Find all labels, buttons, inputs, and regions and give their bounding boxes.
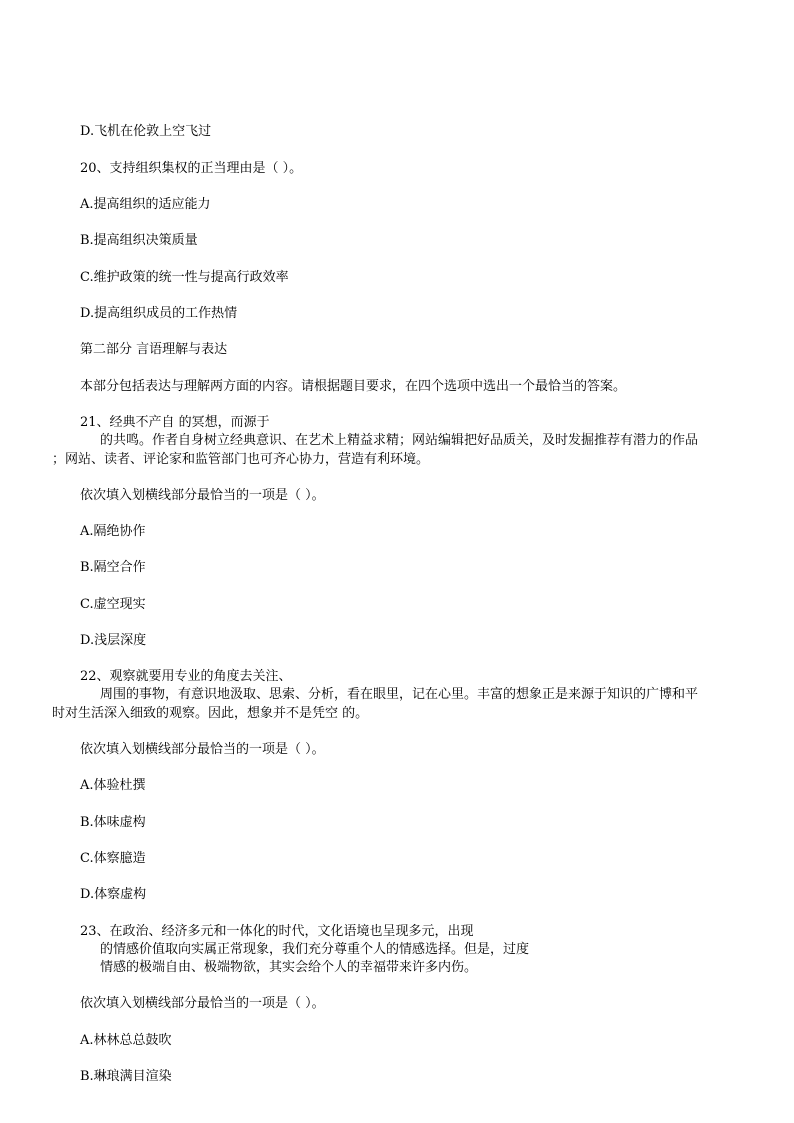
option-21-b: B.隔空合作 xyxy=(80,560,146,575)
question-22-line-1: 22、观察就要用专业的角度去关注、 xyxy=(80,669,292,684)
question-21-line-3: ；网站、读者、评论家和监管部门也可齐心协力，营造有利环境。 xyxy=(52,452,430,467)
option-19-d: D.飞机在伦敦上空飞过 xyxy=(80,124,212,139)
question-23-line-3: 情感的极端自由、极端物欲，其实会给个人的幸福带来许多内伤。 xyxy=(100,960,478,975)
section-intro: 本部分包括表达与理解两方面的内容。请根据题目要求，在四个选项中选出一个最恰当的答案。 xyxy=(80,379,627,394)
option-22-b: B.体味虚构 xyxy=(80,815,146,830)
option-22-a: A.体验杜撰 xyxy=(80,778,146,793)
question-22-line-2: 周围的事物，有意识地汲取、思索、分析，看在眼里，记在心里。丰富的想象正是来源于知识的广博和平 xyxy=(100,687,699,702)
section-title: 第二部分 言语理解与表达 xyxy=(80,342,228,357)
option-23-b: B.琳琅满目渲染 xyxy=(80,1069,172,1084)
question-21-instruction: 依次填入划横线部分最恰当的一项是（ ）。 xyxy=(80,488,325,503)
question-23-line-1: 23、在政治、经济多元和一体化的时代，文化语境也呈现多元，出现 xyxy=(80,924,474,939)
option-20-a: A.提高组织的适应能力 xyxy=(80,197,211,212)
option-21-a: A.隔绝协作 xyxy=(80,524,146,539)
option-22-c: C.体察臆造 xyxy=(80,851,146,866)
option-22-d: D.体察虚构 xyxy=(80,887,147,902)
option-20-b: B.提高组织决策质量 xyxy=(80,233,198,248)
question-20-stem: 20、支持组织集权的正当理由是（ ）。 xyxy=(80,161,303,176)
option-21-d: D.浅层深度 xyxy=(80,633,147,648)
question-21-line-1: 21、经典不产自 的冥想，而源于 xyxy=(80,415,270,430)
question-23-instruction: 依次填入划横线部分最恰当的一项是（ ）。 xyxy=(80,996,325,1011)
option-20-c: C.维护政策的统一性与提高行政效率 xyxy=(80,270,289,285)
question-21-line-2: 的共鸣。作者自身树立经典意识、在艺术上精益求精；网站编辑把好品质关，及时发掘推荐有潜力的作品 xyxy=(100,433,699,448)
option-20-d: D.提高组织成员的工作热情 xyxy=(80,306,238,321)
question-22-instruction: 依次填入划横线部分最恰当的一项是（ ）。 xyxy=(80,742,325,757)
option-23-a: A.林林总总鼓吹 xyxy=(80,1033,172,1048)
option-21-c: C.虚空现实 xyxy=(80,597,146,612)
question-22-line-3: 时对生活深入细致的观察。因此，想象并不是凭空 的。 xyxy=(52,706,369,721)
question-23-line-2: 的情感价值取向实属正常现象，我们充分尊重个人的情感选择。但是，过度 xyxy=(100,942,530,957)
